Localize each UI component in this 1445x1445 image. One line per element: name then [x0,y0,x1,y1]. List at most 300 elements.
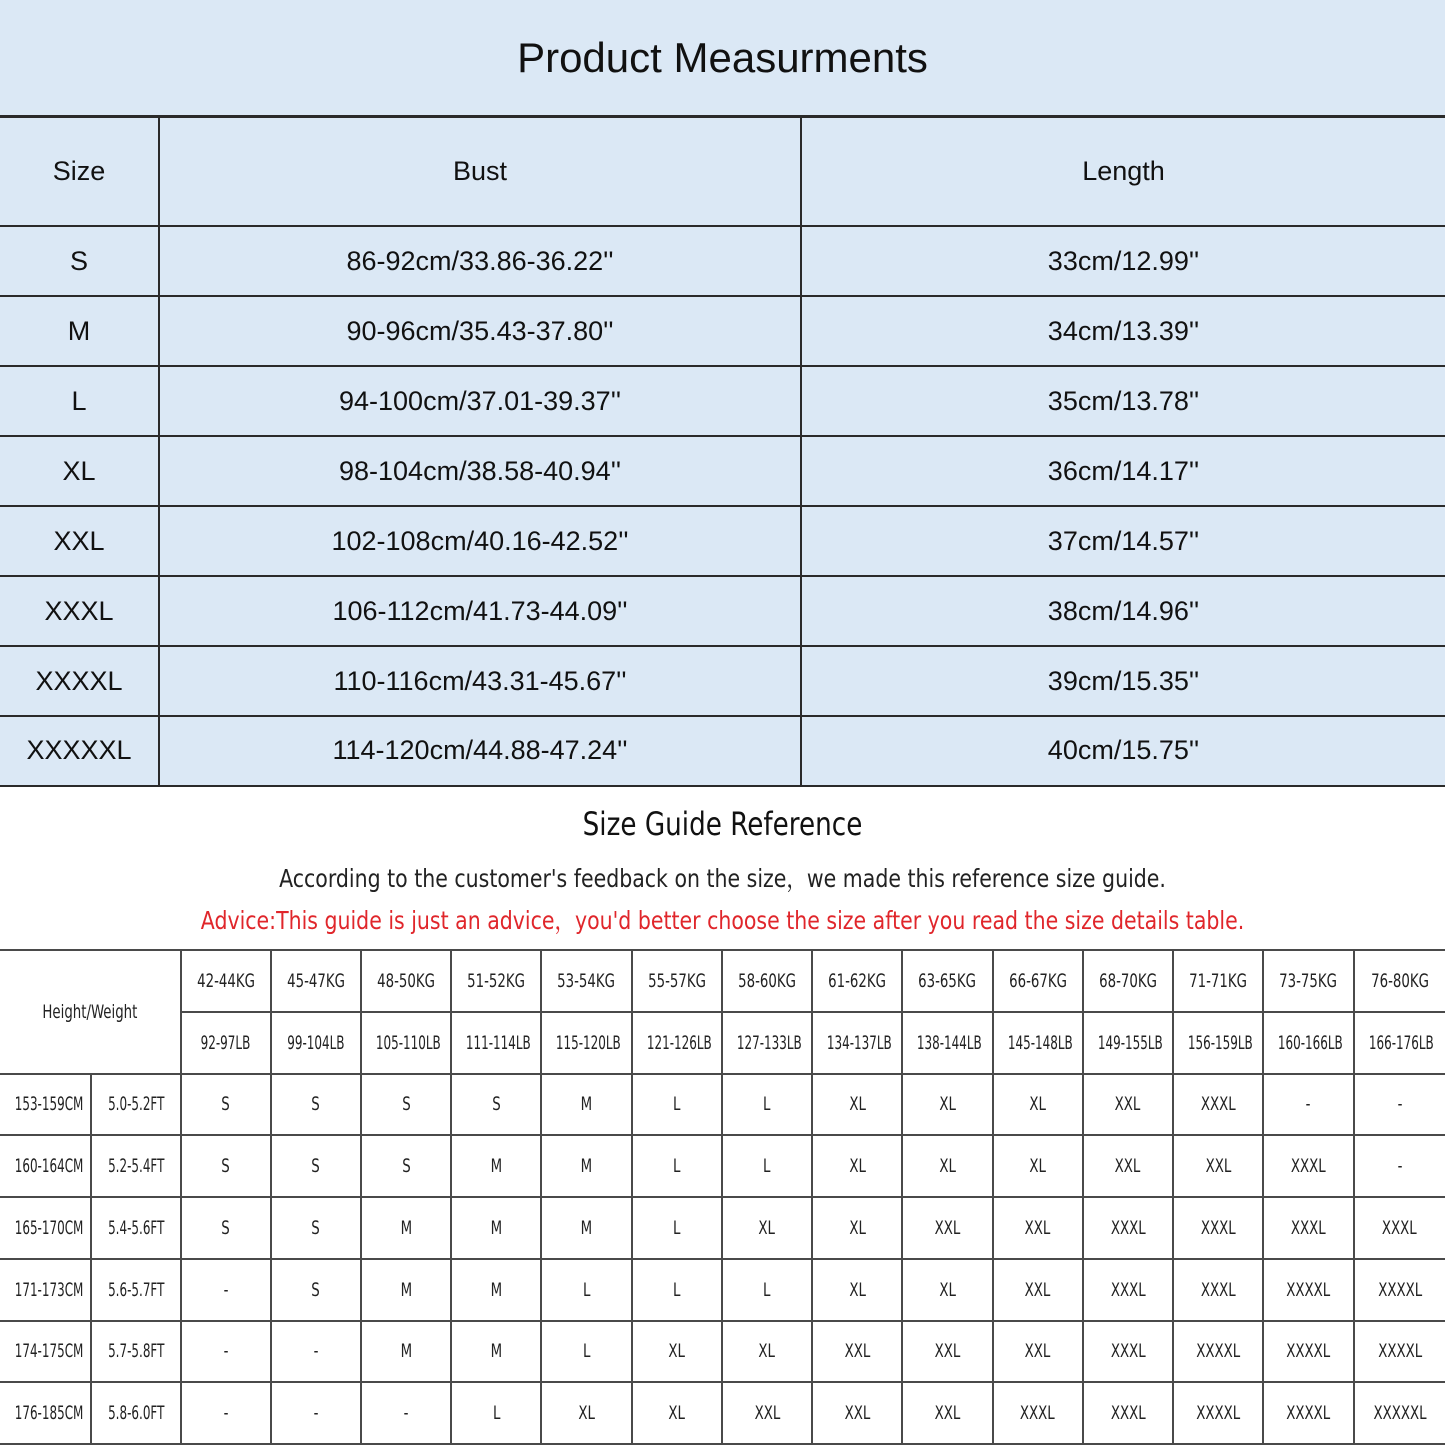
size-recommendation-cell [1354,1135,1445,1197]
size-recommendation: L [763,1278,771,1301]
size-cell: L [0,366,159,436]
weight-kg-header [722,950,812,1012]
size-recommendation-cell [1173,1197,1263,1259]
size-recommendation: L [582,1340,591,1363]
size-recommendation-cell [993,1382,1083,1444]
weight-kg-label: 73-75KG [1279,969,1338,992]
size-recommendation-cell [271,1321,361,1383]
size-recommendation: - [223,1340,229,1363]
size-recommendation: S [401,1093,411,1116]
size-recommendation-cell [632,1197,722,1259]
size-recommendation: XXL [844,1340,871,1363]
height-cm-label: 176-185CM [14,1402,84,1425]
size-recommendation-cell [1354,1074,1445,1136]
measurement-row [0,576,1445,646]
height-cm-label: 171-173CM [14,1278,84,1301]
weight-lb-header [1083,1012,1173,1074]
size-recommendation: XL [848,1093,866,1116]
measurement-row [0,646,1445,716]
size-recommendation-cell [632,1074,722,1136]
size-cell: XXL [0,506,159,576]
size-recommendation-cell [1354,1382,1445,1444]
size-recommendation-cell [181,1382,271,1444]
size-guide-title: Size Guide Reference [582,805,863,843]
size-recommendation: XL [939,1155,956,1178]
measurement-row [0,436,1445,506]
size-recommendation-cell [1173,1382,1263,1444]
size-recommendation: XL [668,1402,686,1425]
size-recommendation: XXXXL [1377,1278,1422,1301]
weight-kg-label: 45-47KG [286,969,345,992]
size-recommendation: XXXL [1291,1155,1326,1178]
size-recommendation: XXL [1024,1340,1051,1363]
size-recommendation: L [763,1093,771,1116]
height-ft-cell [91,1197,180,1259]
size-recommendation: XXXL [1200,1093,1236,1116]
height-cm-cell [0,1321,91,1383]
weight-lb-header [632,1012,722,1074]
size-recommendation: L [763,1155,771,1178]
bust-cell: 114-120cm/44.88-47.24'' [159,716,801,786]
size-recommendation-cell [271,1259,361,1321]
weight-kg-header [451,950,541,1012]
weight-lb-label: 145-148LB [1007,1031,1073,1054]
size-recommendation: XL [668,1340,686,1363]
size-guide-row [0,1197,1445,1259]
size-recommendation: XXXL [1200,1278,1236,1301]
weight-kg-header [1263,950,1353,1012]
size-recommendation-cell [541,1321,631,1383]
size-recommendation: XXL [1115,1093,1141,1116]
size-recommendation-cell [1083,1382,1173,1444]
size-recommendation-cell [812,1074,902,1136]
weight-lb-header [451,1012,541,1074]
bust-cell: 98-104cm/38.58-40.94'' [159,436,801,506]
height-ft-cell [91,1382,180,1444]
size-recommendation-cell [1263,1197,1353,1259]
size-recommendation-cell [1083,1197,1173,1259]
size-cell: M [0,296,159,366]
size-guide-row [0,1382,1445,1444]
size-recommendation: - [313,1402,319,1425]
size-recommendation: XXXXXL [1373,1402,1427,1425]
size-guide-table [0,949,1445,1445]
size-recommendation-cell [361,1074,451,1136]
height-cm-cell [0,1074,91,1136]
size-recommendation-cell [722,1135,812,1197]
weight-kg-row [0,950,1445,1012]
weight-lb-label: 115-120LB [556,1031,622,1054]
size-recommendation: XXXL [1200,1216,1236,1239]
size-recommendation: XXXXL [1196,1402,1241,1425]
measurement-row [0,716,1445,786]
size-recommendation: XL [578,1402,595,1425]
size-recommendation-cell [632,1259,722,1321]
length-cell: 34cm/13.39'' [801,296,1445,366]
height-ft-cell [91,1321,180,1383]
size-recommendation: S [221,1216,230,1239]
size-recommendation: XXXL [1291,1216,1326,1239]
weight-lb-header [541,1012,631,1074]
size-recommendation-cell [1354,1197,1445,1259]
size-recommendation: L [673,1216,681,1239]
size-recommendation: XL [848,1278,866,1301]
size-guide-row [0,1321,1445,1383]
size-recommendation: XXXXL [1286,1340,1331,1363]
size-recommendation: XXXL [1382,1216,1418,1239]
weight-lb-label: 111-114LB [466,1031,531,1054]
size-recommendation: XXL [844,1402,871,1425]
size-recommendation: XXXXL [1377,1340,1422,1363]
weight-lb-label: 138-144LB [917,1031,983,1054]
size-recommendation: M [490,1340,503,1363]
weight-lb-header [812,1012,902,1074]
size-recommendation-cell [181,1074,271,1136]
size-recommendation-cell [902,1382,992,1444]
weight-lb-header [1263,1012,1353,1074]
weight-lb-label: 134-137LB [827,1031,892,1054]
size-recommendation: S [311,1278,321,1301]
size-recommendation: M [490,1278,503,1301]
weight-kg-header [993,950,1083,1012]
weight-lb-label: 156-159LB [1187,1031,1253,1054]
weight-kg-label: 66-67KG [1008,969,1067,992]
size-recommendation: XXL [1115,1155,1141,1178]
size-recommendation-cell [181,1259,271,1321]
size-recommendation: XL [848,1155,866,1178]
size-recommendation-cell [1173,1074,1263,1136]
size-recommendation-cell [902,1259,992,1321]
size-recommendation: XXXL [1110,1340,1146,1363]
size-recommendation-cell [812,1321,902,1383]
size-recommendation-cell [541,1197,631,1259]
size-recommendation-cell [361,1135,451,1197]
size-recommendation: M [580,1216,593,1239]
weight-kg-label: 61-62KG [828,969,887,992]
size-recommendation: XXXL [1110,1216,1146,1239]
size-recommendation-cell [812,1197,902,1259]
weight-kg-header [902,950,992,1012]
size-recommendation-cell [993,1074,1083,1136]
size-recommendation: - [313,1340,319,1363]
weight-lb-header [181,1012,271,1074]
length-cell: 33cm/12.99'' [801,226,1445,296]
size-recommendation-cell [1263,1259,1353,1321]
size-recommendation-cell [271,1135,361,1197]
weight-lb-header [902,1012,992,1074]
height-weight-corner [0,950,181,1074]
weight-kg-label: 53-54KG [557,969,616,992]
size-recommendation: XXXL [1020,1402,1056,1425]
size-recommendation: XXL [1205,1155,1232,1178]
size-recommendation: XL [1029,1093,1047,1116]
measurement-row [0,226,1445,296]
size-guide-subtitle: According to the customer's feedback on the size，we made this reference size guide. [279,864,1166,893]
size-recommendation: XL [848,1216,866,1239]
height-cm-label: 174-175CM [14,1340,84,1363]
size-recommendation-cell [451,1321,541,1383]
weight-kg-label: 51-52KG [467,969,526,992]
size-recommendation-cell [451,1074,541,1136]
height-cm-cell [0,1135,91,1197]
size-cell: S [0,226,159,296]
size-guide-row [0,1259,1445,1321]
measurement-row [0,366,1445,436]
size-recommendation: L [582,1278,591,1301]
measurements-title: Product Measurments [0,0,1445,118]
size-recommendation-cell [902,1321,992,1383]
weight-kg-header [632,950,722,1012]
size-recommendation-cell [993,1321,1083,1383]
height-ft-label: 5.4-5.6FT [107,1216,165,1239]
weight-lb-label: 99-104LB [287,1031,345,1054]
size-recommendation-cell [722,1382,812,1444]
size-cell: XXXXXL [0,716,159,786]
size-recommendation-cell [632,1135,722,1197]
size-recommendation-cell [1263,1074,1353,1136]
size-recommendation: M [400,1216,412,1239]
weight-kg-label: 48-50KG [377,969,435,992]
weight-lb-header [1173,1012,1263,1074]
size-recommendation-cell [1354,1321,1445,1383]
size-recommendation-cell [993,1135,1083,1197]
measurements-table [0,118,1445,788]
size-recommendation: - [1306,1093,1311,1116]
size-recommendation-cell [451,1197,541,1259]
weight-kg-label: 42-44KG [196,969,255,992]
weight-lb-header [722,1012,812,1074]
size-recommendation: L [492,1402,501,1425]
length-cell: 35cm/13.78'' [801,366,1445,436]
bust-cell: 94-100cm/37.01-39.37'' [159,366,801,436]
size-recommendation: - [403,1402,409,1425]
size-recommendation: - [1397,1093,1403,1116]
size-recommendation: XXXL [1110,1278,1146,1301]
weight-lb-label: 160-166LB [1278,1031,1344,1054]
size-guide-advice: Advice:This guide is just an advice，you'd better choose the size after you read the size details table. [200,906,1245,935]
height-cm-label: 160-164CM [14,1155,84,1178]
size-recommendation-cell [812,1259,902,1321]
size-recommendation-cell [1173,1259,1263,1321]
size-recommendation-cell [1173,1321,1263,1383]
corner-label: Height/Weight [42,1000,138,1023]
size-recommendation: XXL [754,1402,780,1425]
size-recommendation-cell [902,1135,992,1197]
weight-lb-label: 92-97LB [200,1031,251,1054]
height-cm-cell [0,1259,91,1321]
size-recommendation-cell [1083,1135,1173,1197]
measurements-header-row [0,118,1445,226]
size-recommendation: S [401,1155,411,1178]
size-recommendation-cell [722,1197,812,1259]
height-ft-label: 5.6-5.7FT [107,1278,165,1301]
size-guide-section [0,787,1445,1445]
bust-cell: 90-96cm/35.43-37.80'' [159,296,801,366]
size-recommendation: XXXXL [1286,1402,1331,1425]
size-recommendation: S [492,1093,501,1116]
size-recommendation: M [580,1155,593,1178]
size-recommendation-cell [361,1259,451,1321]
size-recommendation: XXL [1024,1278,1051,1301]
size-guide-row [0,1074,1445,1136]
size-recommendation: - [223,1402,229,1425]
weight-kg-header [1354,950,1445,1012]
weight-kg-header [1083,950,1173,1012]
size-recommendation: - [1397,1155,1403,1178]
size-recommendation-cell [722,1259,812,1321]
size-recommendation: XXL [934,1340,961,1363]
size-recommendation-cell [1083,1074,1173,1136]
length-cell: 37cm/14.57'' [801,506,1445,576]
length-cell: 40cm/15.75'' [801,716,1445,786]
weight-lb-label: 105-110LB [375,1031,441,1054]
size-recommendation: S [221,1155,230,1178]
bust-cell: 106-112cm/41.73-44.09'' [159,576,801,646]
size-recommendation-cell [1083,1321,1173,1383]
size-recommendation-cell [902,1197,992,1259]
size-recommendation-cell [361,1382,451,1444]
size-recommendation: XL [939,1278,956,1301]
size-recommendation-cell [541,1135,631,1197]
weight-kg-label: 71-71KG [1189,969,1248,992]
weight-kg-label: 68-70KG [1099,969,1157,992]
size-recommendation: XL [758,1340,776,1363]
size-cell: XL [0,436,159,506]
size-recommendation-cell [181,1197,271,1259]
weight-kg-label: 63-65KG [918,969,977,992]
size-recommendation: XL [758,1216,776,1239]
height-cm-cell [0,1382,91,1444]
size-recommendation-cell [451,1135,541,1197]
size-guide-row [0,1135,1445,1197]
length-cell: 39cm/15.35'' [801,646,1445,716]
size-recommendation-cell [812,1382,902,1444]
weight-kg-header [271,950,361,1012]
size-recommendation-cell [451,1382,541,1444]
size-cell: XXXXL [0,646,159,716]
size-recommendation: - [223,1278,229,1301]
height-ft-label: 5.8-6.0FT [107,1402,165,1425]
weight-kg-header [361,950,451,1012]
weight-lb-label: 121-126LB [646,1031,712,1054]
size-recommendation-cell [271,1382,361,1444]
size-recommendation-cell [722,1321,812,1383]
size-recommendation: L [673,1278,681,1301]
size-recommendation: XXL [934,1216,961,1239]
size-recommendation: M [490,1155,503,1178]
height-ft-label: 5.7-5.8FT [107,1340,165,1363]
weight-kg-header [181,950,271,1012]
size-recommendation: M [400,1278,412,1301]
size-recommendation-cell [1263,1321,1353,1383]
size-recommendation: S [311,1155,321,1178]
size-recommendation-cell [722,1074,812,1136]
size-recommendation: L [673,1093,681,1116]
header-bust: Bust [159,118,801,226]
size-recommendation: XXXXL [1286,1278,1331,1301]
size-recommendation: M [400,1340,412,1363]
height-cm-cell [0,1197,91,1259]
bust-cell: 86-92cm/33.86-36.22'' [159,226,801,296]
size-recommendation: M [490,1216,503,1239]
size-recommendation: XL [939,1093,956,1116]
size-recommendation-cell [361,1197,451,1259]
header-size: Size [0,118,159,226]
weight-kg-header [1173,950,1263,1012]
size-recommendation-cell [451,1259,541,1321]
weight-lb-label: 127-133LB [736,1031,802,1054]
weight-lb-header [993,1012,1083,1074]
height-cm-label: 165-170CM [14,1216,84,1239]
size-recommendation-cell [271,1197,361,1259]
height-ft-cell [91,1135,180,1197]
height-ft-cell [91,1074,180,1136]
weight-lb-header [361,1012,451,1074]
weight-kg-label: 55-57KG [647,969,706,992]
size-cell: XXXL [0,576,159,646]
size-recommendation-cell [632,1321,722,1383]
header-length: Length [801,118,1445,226]
size-recommendation-cell [993,1259,1083,1321]
size-recommendation-cell [181,1321,271,1383]
size-recommendation: XXXL [1110,1402,1146,1425]
weight-kg-label: 58-60KG [738,969,796,992]
size-recommendation-cell [271,1074,361,1136]
size-recommendation: XXXXL [1196,1340,1241,1363]
height-ft-label: 5.0-5.2FT [107,1093,165,1116]
height-cm-label: 153-159CM [14,1093,84,1116]
size-recommendation-cell [1354,1259,1445,1321]
measurement-row [0,296,1445,366]
weight-kg-header [541,950,631,1012]
size-recommendation: M [580,1093,593,1116]
size-recommendation-cell [1263,1135,1353,1197]
size-recommendation-cell [1173,1135,1263,1197]
size-recommendation: XXL [934,1402,961,1425]
size-recommendation: XXL [1024,1216,1051,1239]
size-recommendation-cell [902,1074,992,1136]
size-recommendation-cell [181,1135,271,1197]
bust-cell: 102-108cm/40.16-42.52'' [159,506,801,576]
height-ft-cell [91,1259,180,1321]
measurement-row [0,506,1445,576]
weight-kg-header [812,950,902,1012]
size-recommendation-cell [1083,1259,1173,1321]
size-recommendation-cell [361,1321,451,1383]
size-recommendation-cell [541,1074,631,1136]
height-ft-label: 5.2-5.4FT [107,1155,165,1178]
size-recommendation: XL [1029,1155,1047,1178]
bust-cell: 110-116cm/43.31-45.67'' [159,646,801,716]
size-recommendation-cell [541,1382,631,1444]
size-recommendation-cell [1263,1382,1353,1444]
size-recommendation-cell [812,1135,902,1197]
size-recommendation-cell [632,1382,722,1444]
size-recommendation: S [311,1216,321,1239]
size-recommendation: L [673,1155,681,1178]
length-cell: 38cm/14.96'' [801,576,1445,646]
weight-lb-row [0,1012,1445,1074]
weight-lb-header [271,1012,361,1074]
weight-lb-label: 149-155LB [1097,1031,1163,1054]
size-recommendation: S [311,1093,321,1116]
weight-kg-label: 76-80KG [1370,969,1429,992]
size-recommendation-cell [993,1197,1083,1259]
weight-lb-label: 166-176LB [1368,1031,1434,1054]
weight-lb-header [1354,1012,1445,1074]
size-recommendation: S [221,1093,230,1116]
size-recommendation-cell [541,1259,631,1321]
